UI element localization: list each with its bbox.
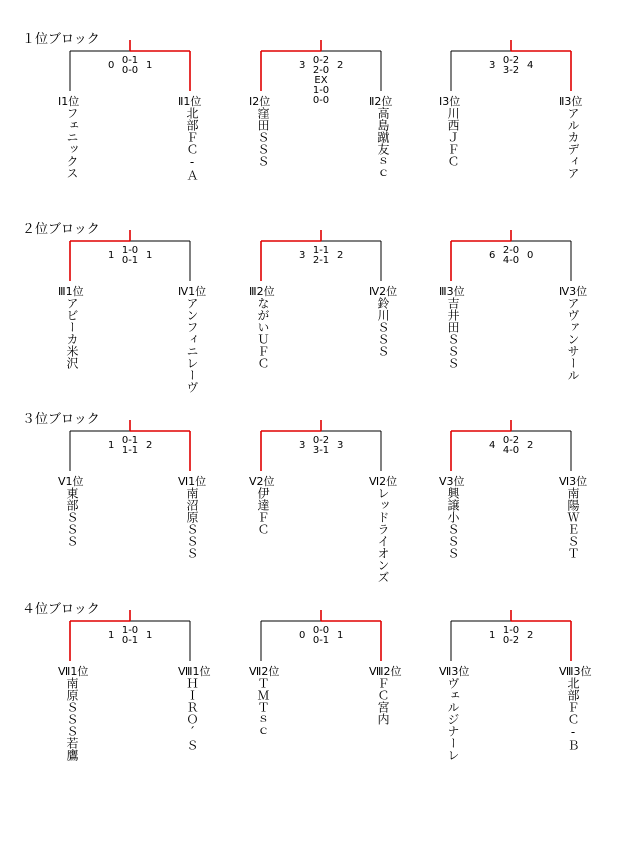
points-right: 2 [337, 60, 344, 71]
score-line: 0-0 [312, 95, 330, 106]
match-scores [496, 56, 526, 76]
points-left: 6 [489, 250, 496, 261]
seed-right: Ⅵ3位 [559, 475, 588, 488]
team-name-left: アビーカ米沢 [65, 297, 79, 369]
match-scores [306, 626, 336, 646]
points-right: 1 [337, 630, 344, 641]
seed-right: Ⅷ2位 [369, 665, 402, 678]
seed-left: Ⅰ3位 [439, 95, 461, 108]
points-right: 2 [146, 440, 153, 451]
points-right: 2 [337, 250, 344, 261]
team-name-right: レッドライオンズ [376, 487, 390, 583]
team-name-left: フェニックス [65, 107, 79, 179]
team-name-right: アルカディア [566, 107, 580, 179]
points-left: 1 [108, 630, 115, 641]
score-line: 0-1 [121, 635, 139, 646]
seed-left: Ⅲ1位 [58, 285, 84, 298]
match-scores [115, 246, 145, 266]
score-line: EX [314, 75, 328, 86]
points-right: 0 [527, 250, 534, 261]
seed-left: Ⅴ2位 [249, 475, 275, 488]
score-line: 0-1 [121, 255, 139, 266]
points-left: 1 [108, 440, 115, 451]
seed-left: Ⅰ2位 [249, 95, 271, 108]
score-line: 4-0 [502, 445, 520, 456]
score-line: 4-0 [502, 255, 520, 266]
points-left: 3 [299, 250, 306, 261]
seed-right: Ⅳ1位 [178, 285, 207, 298]
team-name-right: アヴァンサール [566, 297, 580, 381]
seed-left: Ⅴ3位 [439, 475, 465, 488]
team-name-left: 伊達ＦＣ [256, 487, 270, 535]
score-line: 2-1 [312, 255, 330, 266]
team-name-left: ながいＵＦＣ [256, 297, 270, 369]
points-right: 4 [527, 60, 534, 71]
score-line: 1-1 [121, 445, 139, 456]
score-line: 0-1 [121, 55, 139, 66]
points-right: 1 [146, 630, 153, 641]
points-left: 3 [299, 60, 306, 71]
block-title: ３位ブロック [22, 412, 100, 427]
seed-left: Ⅲ3位 [439, 285, 465, 298]
team-name-left: 川西ＪＦＣ [446, 107, 460, 167]
score-line: 1-0 [121, 625, 139, 636]
team-name-right: 北部ＦＣ-Ｂ [566, 677, 580, 751]
match-scores [115, 436, 145, 456]
score-line: 0-0 [121, 65, 139, 76]
team-name-left: 南原ＳＳＳ若鷹 [65, 677, 79, 761]
seed-right: Ⅱ3位 [559, 95, 583, 108]
match-scores [115, 626, 145, 646]
points-left: 0 [108, 60, 115, 71]
seed-right: Ⅱ1位 [178, 95, 202, 108]
points-left: 1 [108, 250, 115, 261]
match-scores [496, 436, 526, 456]
seed-right: Ⅵ2位 [369, 475, 398, 488]
block-title: ２位ブロック [22, 222, 100, 237]
score-line: 2-0 [502, 245, 520, 256]
match-scores [306, 436, 336, 456]
seed-right: Ⅱ2位 [369, 95, 393, 108]
team-name-right: 南沼原ＳＳＳ [185, 487, 199, 559]
team-name-left: 東部ＳＳＳ [65, 487, 79, 547]
team-name-left: 窪田ＳＳＳ [256, 107, 270, 167]
team-name-right: 南陽ＷＥＳＴ [566, 487, 580, 559]
seed-right: Ⅵ1位 [178, 475, 207, 488]
match-scores [496, 626, 526, 646]
seed-left: Ⅲ2位 [249, 285, 275, 298]
seed-right: Ⅳ2位 [369, 285, 398, 298]
block-title: ４位ブロック [22, 602, 100, 617]
score-line: 1-0 [312, 85, 330, 96]
score-line: 0-0 [312, 625, 330, 636]
score-line: 0-2 [312, 55, 330, 66]
score-line: 3-1 [312, 445, 330, 456]
seed-left: Ⅶ1位 [58, 665, 89, 678]
team-name-right: ＨＩＲＯ´Ｓ [185, 677, 199, 751]
seed-left: Ⅶ3位 [439, 665, 470, 678]
match-scores [306, 56, 336, 106]
match-scores [306, 246, 336, 266]
score-line: 2-0 [312, 65, 330, 76]
score-line: 0-2 [312, 435, 330, 446]
seed-left: Ⅶ2位 [249, 665, 280, 678]
team-name-right: 鈴川ＳＳＳ [376, 297, 390, 357]
points-right: 1 [146, 250, 153, 261]
score-line: 1-0 [502, 625, 520, 636]
match-scores [115, 56, 145, 76]
block-title: １位ブロック [22, 32, 100, 47]
points-right: 1 [146, 60, 153, 71]
team-name-right: 北部ＦＣ-Ａ [185, 107, 199, 181]
seed-right: Ⅷ3位 [559, 665, 592, 678]
score-line: 0-1 [312, 635, 330, 646]
seed-left: Ⅰ1位 [58, 95, 80, 108]
points-right: 2 [527, 440, 534, 451]
team-name-right: ＦＣ宮内 [376, 677, 390, 725]
seed-right: Ⅷ1位 [178, 665, 211, 678]
match-scores [496, 246, 526, 266]
team-name-right: アンフィニレーヴ [185, 297, 199, 393]
points-left: 1 [489, 630, 496, 641]
score-line: 1-1 [312, 245, 330, 256]
points-left: 4 [489, 440, 496, 451]
seed-left: Ⅴ1位 [58, 475, 84, 488]
team-name-left: 吉井田ＳＳＳ [446, 297, 460, 369]
score-line: 0-1 [121, 435, 139, 446]
points-left: 3 [489, 60, 496, 71]
score-line: 1-0 [121, 245, 139, 256]
points-right: 2 [527, 630, 534, 641]
team-name-left: 興譲小ＳＳＳ [446, 487, 460, 559]
score-line: 3-2 [502, 65, 520, 76]
points-right: 3 [337, 440, 344, 451]
seed-right: Ⅳ3位 [559, 285, 588, 298]
score-line: 0-2 [502, 55, 520, 66]
team-name-right: 高島蹴友ｓｃ [376, 107, 390, 179]
score-line: 0-2 [502, 435, 520, 446]
points-left: 3 [299, 440, 306, 451]
score-line: 0-2 [502, 635, 520, 646]
team-name-left: ヴェルジナーレ [446, 677, 460, 761]
points-left: 0 [299, 630, 306, 641]
team-name-left: ＴＭＴｓｃ [256, 677, 270, 737]
